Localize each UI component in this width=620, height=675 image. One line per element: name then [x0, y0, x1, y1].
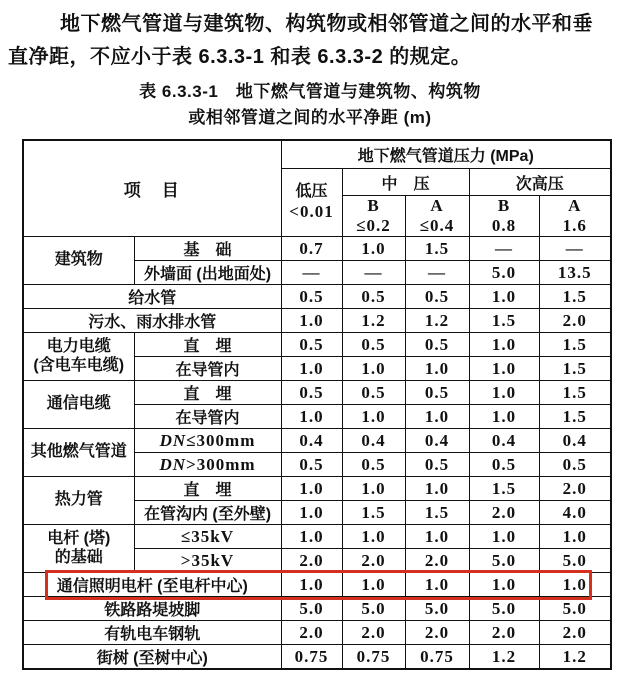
cell-value: 1.0 [342, 237, 405, 261]
grade-label: A [568, 196, 582, 215]
cell-value: 0.5 [342, 285, 405, 309]
cell-value: 1.0 [405, 525, 469, 549]
cell-value: 5.0 [342, 597, 405, 621]
cell-value: 0.75 [405, 645, 469, 670]
table-title-line1: 表 6.3.3-1 地下燃气管道与建筑物、构筑物 [139, 82, 481, 101]
header-low-pressure [281, 169, 342, 237]
cell-value: 2.0 [281, 549, 342, 573]
cell-value: 1.0 [405, 477, 469, 501]
cell-value: 1.0 [469, 333, 539, 357]
cell-value: — [405, 261, 469, 285]
cell-value: 1.5 [539, 381, 611, 405]
cell-value: 2.0 [539, 477, 611, 501]
cell-value: 0.5 [342, 381, 405, 405]
cell-value: 0.4 [342, 429, 405, 453]
row-sub-label: 直 埋 [134, 333, 281, 357]
grade-label: B [497, 196, 511, 215]
table-row-comm-lighting-pole [23, 573, 611, 597]
intro-line2: 直净距，不应小于表 6.3.3-1 和表 6.3.3-2 的规定。 [8, 46, 472, 68]
cell-value: 0.5 [469, 453, 539, 477]
row-sub-label [134, 429, 281, 453]
table-row-water-pipe [23, 285, 611, 309]
cell-value: 0.5 [405, 453, 469, 477]
dn-range: >300mm [186, 454, 256, 474]
dn-symbol: DN [159, 454, 187, 474]
clearance-table [22, 139, 612, 670]
cell-value: 2.0 [539, 621, 611, 645]
cell-value: 1.0 [281, 525, 342, 549]
cell-value: 1.2 [469, 645, 539, 670]
group-line: 热力管 [54, 491, 103, 509]
cell-value: — [539, 237, 611, 261]
cell-value: 2.0 [281, 621, 342, 645]
row-sub-label: 基 础 [134, 237, 281, 261]
cell-value: 1.0 [405, 405, 469, 429]
cell-value: 1.0 [469, 573, 539, 597]
grade-label: A [430, 196, 444, 215]
cell-value: 0.5 [281, 453, 342, 477]
cell-value: 0.4 [469, 429, 539, 453]
row-label: 街树 (至树中心) [23, 645, 281, 670]
cell-value: 0.5 [281, 381, 342, 405]
cell-value: 1.0 [342, 573, 405, 597]
row-sub-label: 直 埋 [134, 381, 281, 405]
cell-value: 5.0 [469, 261, 539, 285]
table-row-railway-embankment [23, 597, 611, 621]
row-group-label [23, 333, 134, 381]
cell-value: 1.0 [539, 573, 611, 597]
group-line: 其他燃气管道 [30, 443, 127, 461]
cell-value: 0.5 [405, 333, 469, 357]
header-mid-b [342, 196, 405, 237]
table-row-tram-rail [23, 621, 611, 645]
cell-value: 1.0 [405, 573, 469, 597]
row-group-label [23, 477, 134, 525]
cell-value: 2.0 [539, 309, 611, 333]
table-row-buildings-foundation [23, 237, 611, 261]
cell-value: 1.0 [539, 525, 611, 549]
header-mid-a [405, 196, 469, 237]
intro-paragraph [8, 8, 614, 74]
cell-value: 1.0 [469, 285, 539, 309]
cell-value: 13.5 [539, 261, 611, 285]
cell-value: 1.5 [539, 357, 611, 381]
row-sub-label: 在管沟内 (至外壁) [134, 501, 281, 525]
cell-value: 2.0 [342, 621, 405, 645]
group-line: 通信电缆 [46, 395, 111, 413]
row-group-label [23, 429, 134, 477]
cell-value: 1.0 [469, 405, 539, 429]
cell-value: 5.0 [281, 597, 342, 621]
row-label: 污水、雨水排水管 [23, 309, 281, 333]
cell-value: 1.0 [469, 525, 539, 549]
table-row-heat-pipe-buried [23, 477, 611, 501]
cell-value: 0.4 [281, 429, 342, 453]
cell-value: 1.0 [281, 501, 342, 525]
cell-value: 1.0 [342, 405, 405, 429]
cell-value: 1.2 [405, 309, 469, 333]
cell-value: 1.0 [281, 309, 342, 333]
header-subhigh-pressure: 次高压 [469, 169, 611, 196]
cell-value: 1.5 [539, 405, 611, 429]
cell-value: — [281, 261, 342, 285]
cell-value: 1.2 [342, 309, 405, 333]
cell-value: 0.4 [405, 429, 469, 453]
cell-value: 5.0 [469, 549, 539, 573]
row-label: 通信照明电杆 (至电杆中心) [23, 573, 281, 597]
table-title [0, 79, 620, 131]
row-sub-label: 在导管内 [134, 405, 281, 429]
cell-value: — [342, 261, 405, 285]
table-row-street-tree [23, 645, 611, 670]
row-label: 有轨电车钢轨 [23, 621, 281, 645]
dn-range: ≤300mm [186, 430, 256, 450]
cell-value: 5.0 [469, 597, 539, 621]
cell-value: 1.0 [342, 357, 405, 381]
cell-value: 1.0 [281, 405, 342, 429]
cell-value: 1.2 [539, 645, 611, 670]
low-pressure-name: 低压 [295, 183, 328, 201]
grade-limit: ≤0.4 [419, 216, 455, 236]
cell-value: 1.5 [539, 285, 611, 309]
cell-value: 2.0 [405, 621, 469, 645]
cell-value: 0.75 [281, 645, 342, 670]
cell-value: 0.5 [539, 453, 611, 477]
low-pressure-range: <0.01 [289, 201, 334, 221]
cell-value: 5.0 [405, 597, 469, 621]
cell-value: 2.0 [342, 549, 405, 573]
cell-value: 1.0 [405, 357, 469, 381]
table-row-sewage-pipe [23, 309, 611, 333]
row-sub-label: 在导管内 [134, 357, 281, 381]
cell-value: 1.5 [469, 477, 539, 501]
cell-value: 2.0 [469, 621, 539, 645]
cell-value: 1.5 [405, 501, 469, 525]
cell-value: 2.0 [469, 501, 539, 525]
cell-value: 1.0 [281, 477, 342, 501]
cell-value: 0.75 [342, 645, 405, 670]
cell-value: 0.4 [539, 429, 611, 453]
header-mid-pressure: 中 压 [342, 169, 469, 196]
group-line: 的基础 [54, 548, 103, 566]
row-group-label [23, 381, 134, 429]
table-container [22, 139, 610, 670]
cell-value: 1.5 [469, 309, 539, 333]
cell-value: 1.5 [342, 501, 405, 525]
cell-value: 0.5 [342, 453, 405, 477]
cell-value: 2.0 [405, 549, 469, 573]
row-sub-label: 直 埋 [134, 477, 281, 501]
cell-value: 1.0 [281, 573, 342, 597]
table-title-line2: 或相邻管道之间的水平净距 (m) [188, 108, 432, 127]
grade-limit: 0.8 [491, 216, 517, 236]
group-line: (含电车电缆) [33, 356, 125, 374]
intro-line1: 地下燃气管道与建筑物、构筑物或相邻管道之间的水平和垂 [60, 13, 593, 35]
row-label: 铁路路堤坡脚 [23, 597, 281, 621]
cell-value: 5.0 [539, 597, 611, 621]
grade-label: B [367, 196, 380, 215]
grade-limit: 1.6 [562, 216, 587, 236]
table-row-pole-foundation-low [23, 525, 611, 549]
group-line: 电杆 (塔) [47, 529, 111, 547]
header-pressure-title: 地下燃气管道压力 (MPa) [281, 140, 611, 169]
row-group-label [23, 525, 134, 573]
row-sub-label: >35kV [134, 549, 281, 573]
cell-value: 1.0 [342, 525, 405, 549]
cell-value: 1.0 [281, 357, 342, 381]
cell-value: 0.5 [281, 333, 342, 357]
table-row-comm-cable-buried [23, 381, 611, 405]
cell-value: 1.0 [469, 381, 539, 405]
cell-value: 5.0 [539, 549, 611, 573]
cell-value: 1.0 [342, 477, 405, 501]
header-item-label: 项 目 [23, 140, 281, 237]
cell-value: 0.5 [405, 381, 469, 405]
cell-value: 1.5 [405, 237, 469, 261]
grade-limit: ≤0.2 [356, 216, 391, 236]
table-row-other-gas-small [23, 429, 611, 453]
header-row-1 [23, 140, 611, 169]
cell-value: — [469, 237, 539, 261]
row-label: 给水管 [23, 285, 281, 309]
header-subhigh-b [469, 196, 539, 237]
row-sub-label: ≤35kV [134, 525, 281, 549]
cell-value: 0.5 [405, 285, 469, 309]
cell-value: 0.5 [281, 285, 342, 309]
dn-symbol: DN [159, 430, 187, 450]
row-sub-label [134, 453, 281, 477]
cell-value: 0.7 [281, 237, 342, 261]
cell-value: 0.5 [342, 333, 405, 357]
cell-value: 4.0 [539, 501, 611, 525]
group-line: 建筑物 [54, 251, 103, 269]
header-subhigh-a [539, 196, 611, 237]
row-sub-label: 外墙面 (出地面处) [134, 261, 281, 285]
row-group-label [23, 237, 134, 285]
cell-value: 1.5 [539, 333, 611, 357]
cell-value: 1.0 [469, 357, 539, 381]
table-row-power-cable-buried [23, 333, 611, 357]
group-line: 电力电缆 [46, 337, 111, 355]
